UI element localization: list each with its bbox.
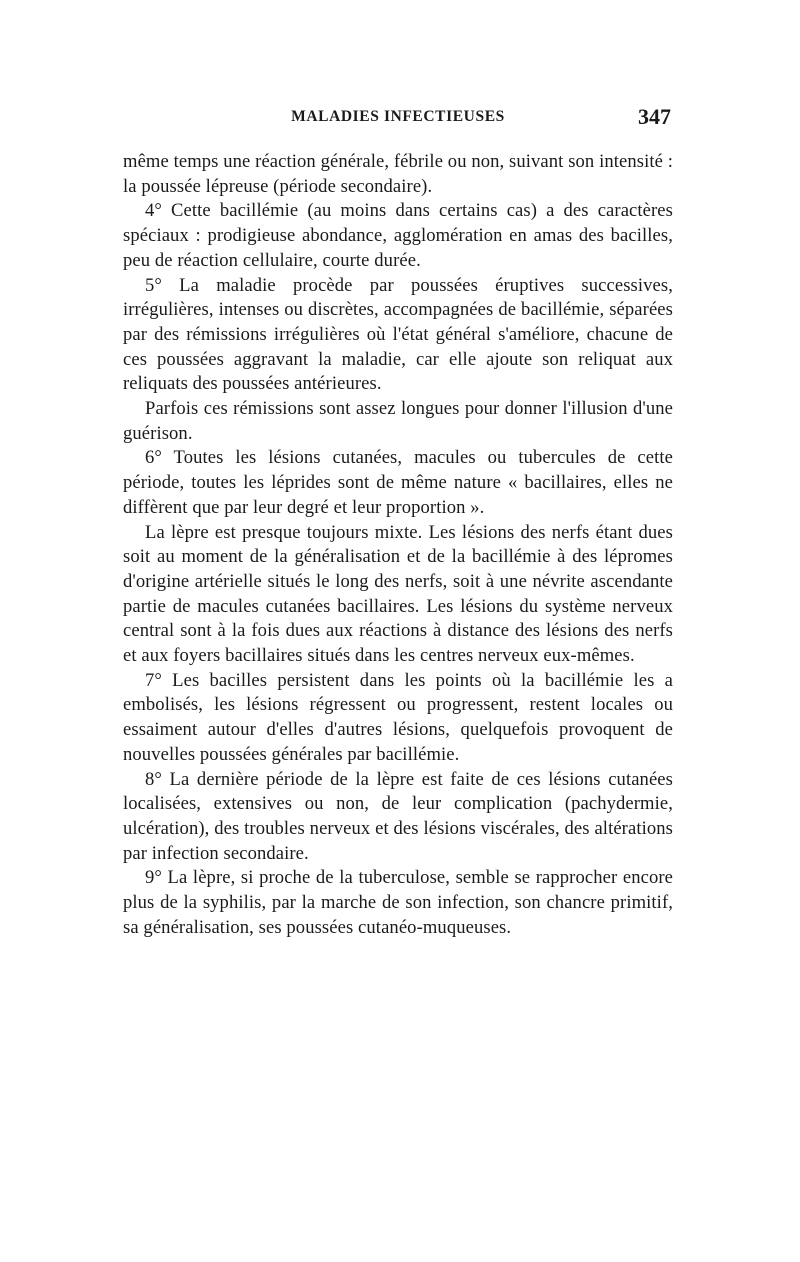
book-page (123, 104, 673, 941)
paragraph-point-8: 8° La dernière période de la lèpre est faite de ces lésions cutanées localisées, extensives ou non, de leur complication (pachydermie, ulcération), des troubles nerveux et des lésions viscérales, des altérations par infection secondaire. (123, 768, 673, 864)
body-text (123, 150, 673, 941)
paragraph-mixed-leprosy: La lèpre est presque toujours mixte. Les lésions des nerfs étant dues soit au moment de la généralisation et de la bacillémie à des lépromes d'origine artérielle situés le long des nerfs, soit à une névrite ascendante partie de macules cutanées bacillaires. Les lésions du système nerveux central sont à la fois dues aux réactions à distance des lésions des nerfs et aux foyers bacillaires situés dans les centres nerveux eux-mêmes. (123, 521, 673, 667)
paragraph-point-9: 9° La lèpre, si proche de la tuberculose, semble se rapprocher encore plus de la syphilis, par la marche de son infection, son chancre primitif, sa généralisation, ses poussées cutanéo-muqueuses. (123, 867, 673, 938)
running-title: MALADIES INFECTIEUSES (291, 108, 505, 125)
page-header (123, 104, 673, 138)
paragraph-point-6: 6° Toutes les lésions cutanées, macules ou tubercules de cette période, toutes les léprides sont de même nature « bacillaires, elles ne diffèrent que par leur degré et leur proportion ». (123, 447, 673, 518)
paragraph-remissions: Parfois ces rémissions sont assez longues pour donner l'illusion d'une guérison. (123, 398, 673, 444)
page-number: 347 (638, 104, 671, 129)
paragraph-point-4: 4° Cette bacillémie (au moins dans certains cas) a des caractères spéciaux : prodigieuse abondance, agglomération en amas des bacilles, peu de réaction cellulaire, courte durée. (123, 200, 673, 271)
paragraph-continuation: même temps une réaction générale, fébrile ou non, suivant son intensité : la poussée lépreuse (période secondaire). (123, 151, 673, 197)
paragraph-point-7: 7° Les bacilles persistent dans les points où la bacillémie les a embolisés, les lésions régressent ou progressent, restent locales ou essaiment autour d'elles d'autres lésions, quelquefois provoquent de nouvelles poussées générales par bacillémie. (123, 669, 673, 765)
paragraph-point-5: 5° La maladie procède par poussées éruptives successives, irrégulières, intenses ou discrètes, accompagnées de bacillémie, séparées par des rémissions irrégulières où l'état général s'améliore, chacune de ces poussées aggravant la maladie, car elle ajoute son reliquat aux reliquats des poussées antérieures. (123, 274, 673, 395)
